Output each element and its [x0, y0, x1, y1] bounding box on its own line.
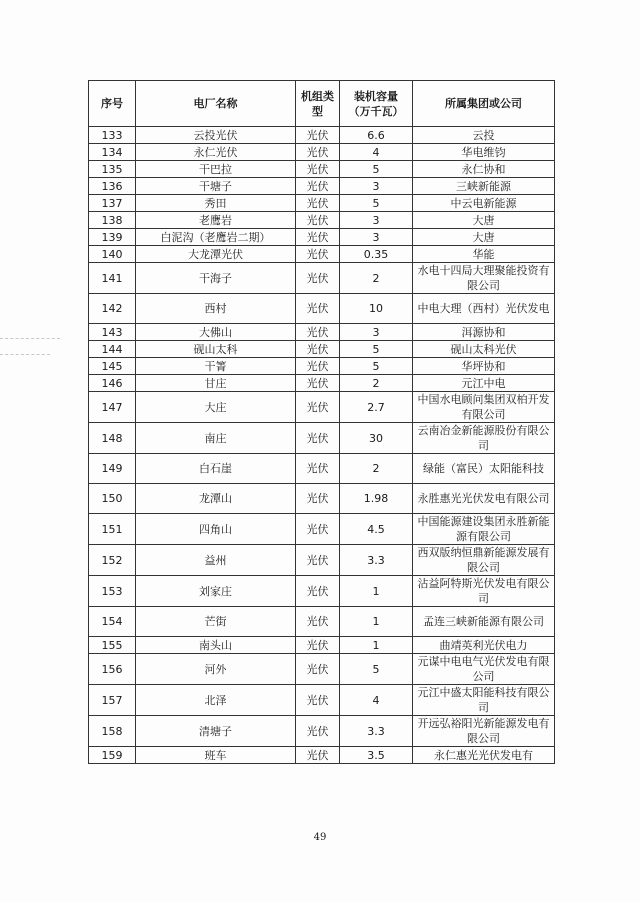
cell-company: 云南冶金新能源股份有限公司: [413, 423, 555, 454]
cell-capacity: 3.3: [340, 545, 413, 576]
cell-unit-type: 光伏: [296, 341, 340, 358]
cell-capacity: 6.6: [340, 127, 413, 144]
cell-company: 中云电新能源: [413, 195, 555, 212]
cell-capacity: 5: [340, 195, 413, 212]
cell-capacity: 3: [340, 229, 413, 246]
cell-unit-type: 光伏: [296, 392, 340, 423]
cell-capacity: 1: [340, 607, 413, 637]
table-row: [89, 423, 555, 454]
cell-no: 149: [89, 454, 136, 484]
table-row: [89, 637, 555, 654]
cell-unit-type: 光伏: [296, 423, 340, 454]
cell-unit-type: 光伏: [296, 747, 340, 764]
cell-company: 华电维钧: [413, 144, 555, 161]
table-row: [89, 229, 555, 246]
cell-no: 158: [89, 716, 136, 747]
cell-no: 157: [89, 685, 136, 716]
cell-plant-name: 干箐: [136, 358, 296, 375]
cell-capacity: 1: [340, 576, 413, 607]
table-row: [89, 246, 555, 263]
cell-capacity: 2: [340, 375, 413, 392]
cell-no: 159: [89, 747, 136, 764]
table-row: [89, 607, 555, 637]
cell-no: 141: [89, 263, 136, 294]
header-no: 序号: [89, 81, 136, 127]
table-row: [89, 747, 555, 764]
cell-capacity: 5: [340, 161, 413, 178]
cell-unit-type: 光伏: [296, 178, 340, 195]
table-row: [89, 392, 555, 423]
cell-capacity: 1: [340, 637, 413, 654]
cell-capacity: 4.5: [340, 514, 413, 545]
cell-no: 154: [89, 607, 136, 637]
cell-plant-name: 白泥沟（老鹰岩二期）: [136, 229, 296, 246]
cell-plant-name: 老鹰岩: [136, 212, 296, 229]
table-row: [89, 341, 555, 358]
cell-no: 155: [89, 637, 136, 654]
cell-company: 云投: [413, 127, 555, 144]
cell-no: 145: [89, 358, 136, 375]
table-row: [89, 212, 555, 229]
cell-capacity: 3: [340, 324, 413, 341]
cell-plant-name: 干巴拉: [136, 161, 296, 178]
cell-unit-type: 光伏: [296, 716, 340, 747]
cell-company: 三峡新能源: [413, 178, 555, 195]
cell-unit-type: 光伏: [296, 375, 340, 392]
cell-no: 156: [89, 654, 136, 685]
cell-plant-name: 干塘子: [136, 178, 296, 195]
cell-capacity: 3.3: [340, 716, 413, 747]
header-company: 所属集团或公司: [413, 81, 555, 127]
cell-plant-name: 清塘子: [136, 716, 296, 747]
table-row: [89, 127, 555, 144]
cell-plant-name: 南庄: [136, 423, 296, 454]
table-row: [89, 324, 555, 341]
cell-capacity: 2: [340, 454, 413, 484]
cell-company: 中电大理（西村）光伏发电: [413, 294, 555, 324]
cell-unit-type: 光伏: [296, 246, 340, 263]
cell-capacity: 3: [340, 212, 413, 229]
cell-unit-type: 光伏: [296, 144, 340, 161]
cell-capacity: 3: [340, 178, 413, 195]
cell-unit-type: 光伏: [296, 294, 340, 324]
cell-capacity: 5: [340, 358, 413, 375]
cell-plant-name: 班车: [136, 747, 296, 764]
table-row: [89, 358, 555, 375]
cell-unit-type: 光伏: [296, 127, 340, 144]
cell-plant-name: 甘庄: [136, 375, 296, 392]
cell-company: 元谋中电电气光伏发电有限公司: [413, 654, 555, 685]
cell-company: 洱源协和: [413, 324, 555, 341]
cell-plant-name: 砚山太科: [136, 341, 296, 358]
cell-company: 大唐: [413, 212, 555, 229]
cell-company: 西双版纳恒鼎新能源发展有限公司: [413, 545, 555, 576]
cell-capacity: 5: [340, 341, 413, 358]
cell-capacity: 3.5: [340, 747, 413, 764]
table-row: [89, 195, 555, 212]
table-row: [89, 178, 555, 195]
table-row: [89, 484, 555, 514]
cell-plant-name: 南头山: [136, 637, 296, 654]
cell-plant-name: 大佛山: [136, 324, 296, 341]
cell-unit-type: 光伏: [296, 324, 340, 341]
table-header-row: [89, 81, 555, 127]
margin-guide: [0, 354, 50, 355]
cell-capacity: 2.7: [340, 392, 413, 423]
cell-plant-name: 益州: [136, 545, 296, 576]
cell-plant-name: 刘家庄: [136, 576, 296, 607]
header-unit-type: 机组类 型: [296, 81, 340, 127]
cell-company: 永仁协和: [413, 161, 555, 178]
cell-plant-name: 北泽: [136, 685, 296, 716]
cell-no: 153: [89, 576, 136, 607]
cell-plant-name: 秀田: [136, 195, 296, 212]
cell-capacity: 30: [340, 423, 413, 454]
cell-company: 中国能源建设集团永胜新能源有限公司: [413, 514, 555, 545]
cell-no: 139: [89, 229, 136, 246]
cell-unit-type: 光伏: [296, 576, 340, 607]
table-row: [89, 654, 555, 685]
table-row: [89, 161, 555, 178]
cell-plant-name: 龙潭山: [136, 484, 296, 514]
header-plant-name: 电厂名称: [136, 81, 296, 127]
cell-capacity: 0.35: [340, 246, 413, 263]
cell-unit-type: 光伏: [296, 685, 340, 716]
cell-unit-type: 光伏: [296, 654, 340, 685]
page-number: 49: [313, 832, 327, 843]
cell-plant-name: 大庄: [136, 392, 296, 423]
cell-no: 140: [89, 246, 136, 263]
cell-unit-type: 光伏: [296, 545, 340, 576]
cell-no: 135: [89, 161, 136, 178]
cell-unit-type: 光伏: [296, 229, 340, 246]
cell-unit-type: 光伏: [296, 454, 340, 484]
table-row: [89, 263, 555, 294]
power-plant-table: [88, 80, 555, 764]
cell-company: 水电十四局大理聚能投资有限公司: [413, 263, 555, 294]
margin-guide: [0, 338, 60, 339]
cell-company: 中国水电顾问集团双柏开发有限公司: [413, 392, 555, 423]
cell-company: 曲靖英利光伏电力: [413, 637, 555, 654]
cell-no: 147: [89, 392, 136, 423]
cell-no: 134: [89, 144, 136, 161]
table-row: [89, 375, 555, 392]
table-row: [89, 144, 555, 161]
cell-unit-type: 光伏: [296, 637, 340, 654]
cell-no: 143: [89, 324, 136, 341]
cell-company: 永仁惠光光伏发电有: [413, 747, 555, 764]
cell-company: 元江中电: [413, 375, 555, 392]
header-capacity: 装机容量 （万千瓦）: [340, 81, 413, 127]
table-row: [89, 576, 555, 607]
cell-no: 138: [89, 212, 136, 229]
cell-plant-name: 河外: [136, 654, 296, 685]
cell-company: 沾益阿特斯光伏发电有限公司: [413, 576, 555, 607]
table-row: [89, 545, 555, 576]
table-row: [89, 294, 555, 324]
cell-unit-type: 光伏: [296, 484, 340, 514]
cell-company: 砚山太科光伏: [413, 341, 555, 358]
cell-company: 元江中盛太阳能科技有限公司: [413, 685, 555, 716]
cell-no: 146: [89, 375, 136, 392]
cell-no: 137: [89, 195, 136, 212]
cell-plant-name: 大龙潭光伏: [136, 246, 296, 263]
cell-company: 大唐: [413, 229, 555, 246]
cell-plant-name: 白石崖: [136, 454, 296, 484]
cell-company: 永胜惠光光伏发电有限公司: [413, 484, 555, 514]
cell-no: 142: [89, 294, 136, 324]
cell-plant-name: 云投光伏: [136, 127, 296, 144]
cell-unit-type: 光伏: [296, 161, 340, 178]
cell-unit-type: 光伏: [296, 212, 340, 229]
cell-company: 孟连三峡新能源有限公司: [413, 607, 555, 637]
cell-no: 133: [89, 127, 136, 144]
cell-capacity: 10: [340, 294, 413, 324]
cell-capacity: 1.98: [340, 484, 413, 514]
cell-company: 华能: [413, 246, 555, 263]
cell-capacity: 4: [340, 685, 413, 716]
cell-plant-name: 永仁光伏: [136, 144, 296, 161]
table-row: [89, 514, 555, 545]
cell-company: 绿能（富民）太阳能科技: [413, 454, 555, 484]
cell-unit-type: 光伏: [296, 263, 340, 294]
cell-capacity: 4: [340, 144, 413, 161]
cell-unit-type: 光伏: [296, 358, 340, 375]
table-row: [89, 716, 555, 747]
cell-no: 144: [89, 341, 136, 358]
cell-no: 151: [89, 514, 136, 545]
cell-plant-name: 干海子: [136, 263, 296, 294]
cell-plant-name: 四角山: [136, 514, 296, 545]
cell-capacity: 5: [340, 654, 413, 685]
table-row: [89, 685, 555, 716]
cell-unit-type: 光伏: [296, 195, 340, 212]
cell-plant-name: 芒街: [136, 607, 296, 637]
cell-no: 136: [89, 178, 136, 195]
table-row: [89, 454, 555, 484]
cell-no: 148: [89, 423, 136, 454]
cell-company: 开远弘裕阳光新能源发电有限公司: [413, 716, 555, 747]
cell-unit-type: 光伏: [296, 514, 340, 545]
cell-no: 150: [89, 484, 136, 514]
cell-plant-name: 西村: [136, 294, 296, 324]
cell-company: 华坪协和: [413, 358, 555, 375]
cell-unit-type: 光伏: [296, 607, 340, 637]
cell-no: 152: [89, 545, 136, 576]
cell-capacity: 2: [340, 263, 413, 294]
